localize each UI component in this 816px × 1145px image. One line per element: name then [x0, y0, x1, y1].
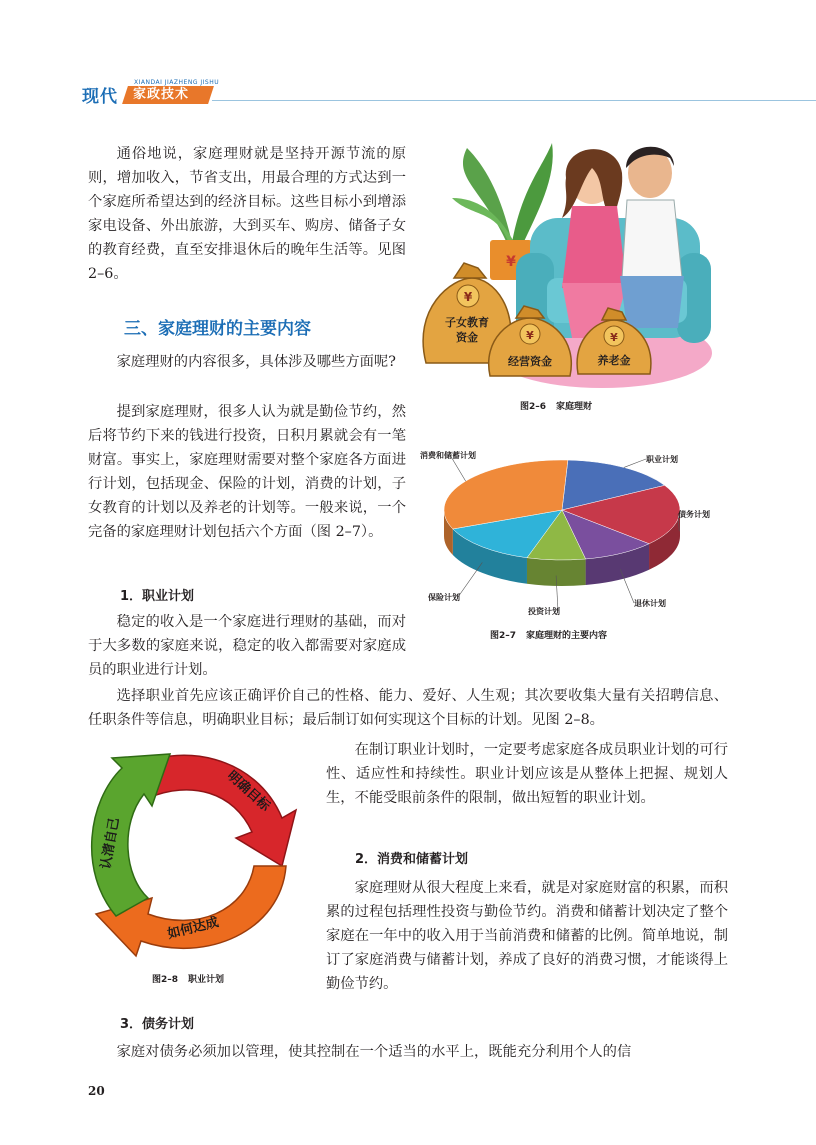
man-pants — [620, 276, 684, 328]
figure-title: 家庭理财 — [556, 402, 593, 412]
bag-label-education-2: 资金 — [456, 331, 478, 344]
pie-label: 投资计划 — [528, 607, 560, 616]
family-finance-illustration — [412, 128, 712, 398]
paragraph-8: 家庭对债务必须加以管理，使其控制在一个适当的水平上，既能充分利用个人的信 — [116, 1044, 632, 1060]
paragraph-6: 在制订职业计划时，一定要考虑家庭各成员职业计划的可行性、适应性和持续性。职业计划应该是从整体上把握、规划人生，不能受眼前条件的限制，做出短暂的职业计划。 — [326, 742, 728, 806]
pie-label: 退休计划 — [634, 599, 666, 608]
heading-consumption-plan: 2．消费和储蓄计划 — [355, 852, 469, 867]
paragraph-2: 家庭理财的内容很多，具体涉及哪些方面呢? — [116, 354, 396, 370]
pie-label: 职业计划 — [646, 455, 678, 464]
woman-dress — [562, 206, 627, 288]
paragraph-3: 提到家庭理财，很多人认为就是勤俭节约，然后将节约下来的钱进行投资，日积月累就会有一笔财富。事实上，家庭理财需要对整个家庭各方面进行计划，包括现金、保险的计划，消费的计划，子女教育的计划以及养老的计划等。一般来说，一个完备的家庭理财计划包括六个方面（图 2–7）。 — [88, 404, 406, 540]
paragraph-1: 通俗地说，家庭理财就是坚持开源节流的原则，增加收入，节省支出，用最合理的方式达到一个家庭所希望达到的经济目标。这些目标小到增添家电设备、外出旅游，大到买车、购房、储备子女的教育经费，直至安排退休后的晚年生活等。见图 2–6。 — [88, 146, 406, 282]
svg-text:¥: ¥ — [463, 290, 473, 304]
figure-2-6-caption — [520, 399, 602, 412]
bag-label-education-1: 子女教育 — [445, 316, 489, 329]
man-shirt — [622, 200, 682, 278]
section-heading: 三、家庭理财的主要内容 — [124, 319, 311, 339]
paragraph-4: 稳定的收入是一个家庭进行理财的基础，而对于大多数的家庭来说，稳定的收入都需要对家庭成员的职业进行计划。 — [88, 614, 406, 678]
header-pinyin: XIANDAI JIAZHENG JISHU — [134, 79, 220, 86]
pie-slices — [444, 460, 680, 560]
bag-label-business: 经营资金 — [508, 355, 552, 368]
svg-text:¥: ¥ — [610, 331, 618, 344]
header-title: 现代 — [82, 87, 118, 107]
pie-leader-line — [624, 459, 646, 467]
finance-content-pie-chart — [420, 440, 720, 620]
heading-career-plan: 1．职业计划 — [120, 589, 195, 604]
figure-2-8-caption — [152, 972, 234, 985]
svg-text:¥: ¥ — [526, 329, 534, 342]
pie-label: 债务计划 — [678, 510, 710, 519]
header-rule — [212, 100, 816, 101]
figure-title: 职业计划 — [188, 975, 225, 985]
figure-number: 图2–6 — [520, 402, 547, 412]
pie-leader-line — [458, 562, 482, 597]
career-plan-cycle-diagram — [86, 746, 298, 964]
pot-symbol: ¥ — [506, 254, 516, 270]
paragraph-7: 家庭理财从很大程度上来看，就是对家庭财富的积累，而积累的过程包括理性投资与勤俭节约。消费和储蓄计划决定了整个家庭在一年中的收入用于当前消费和储蓄的比例。简单地说，制订了家庭消费与储蓄计划，养成了良好的消费习惯，才能谈得上勤俭节约。 — [326, 880, 728, 992]
figure-number: 图2–7 — [490, 631, 517, 641]
pie-label: 保险计划 — [428, 593, 460, 602]
cycle-step-how-to-achieve: 如何达成 — [166, 915, 221, 943]
header-tag: 家政技术 — [133, 87, 190, 102]
figure-number: 图2–8 — [152, 975, 179, 985]
figure-2-7-caption — [490, 628, 617, 641]
cycle-step-know-yourself: 认清自己 — [98, 816, 123, 871]
page-number: 20 — [88, 1084, 105, 1098]
heading-debt-plan: 3．债务计划 — [120, 1017, 195, 1032]
paragraph-5: 选择职业首先应该正确评价自己的性格、能力、爱好、人生观；其次要收集大量有关招聘信息、任职条件等信息，明确职业目标；最后制订如何实现这个目标的计划。见图 2–8。 — [88, 688, 728, 728]
figure-title: 家庭理财的主要内容 — [526, 631, 608, 641]
bag-label-pension: 养老金 — [597, 354, 631, 367]
cycle-step-define-goal: 明确目标 — [223, 768, 273, 815]
pie-label: 消费和储蓄计划 — [420, 451, 476, 460]
